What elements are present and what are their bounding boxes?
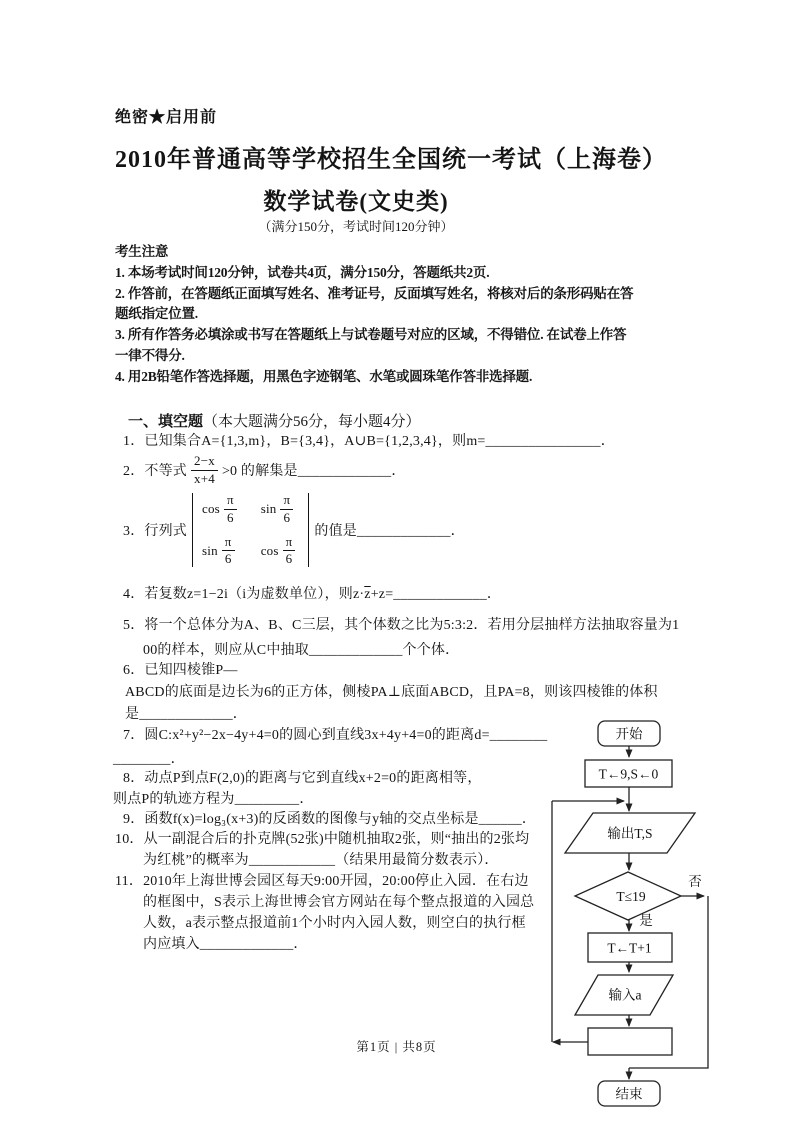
trig-fn: cos [260, 542, 279, 558]
notice-line: 4. 用2B铅笔作答选择题，用黑色字迹钢笔、水笔或圆珠笔作答非选择题. [115, 368, 533, 384]
question-7-line-2: ________． [113, 752, 185, 767]
question-4-suffix: +z=_____________． [370, 587, 502, 602]
fraction-denominator: x+4 [194, 470, 215, 486]
classified-label: 绝密★启用前 [115, 109, 218, 126]
notice-heading: 考生注意 [115, 244, 169, 259]
question-11-line-1: 11．2010年上海世博会园区每天9:00开园，20:00停止入园．在右边 [115, 874, 529, 889]
question-5-line-2: 00的样本，则应从C中抽取_____________个个体． [143, 643, 460, 658]
trig-fn: sin [202, 542, 218, 558]
paper-subtitle: 数学试卷(文史类) [263, 189, 449, 214]
branch-no-label: 否 [688, 874, 702, 889]
score-time-note: （满分150分，考试时间120分钟） [258, 219, 454, 234]
question-11-line-3: 人数，a表示整点报道前1个小时内入园人数，则空白的执行框 [143, 916, 526, 931]
question-3-prefix: 3．行列式 [123, 524, 187, 539]
fraction-denominator: 6 [283, 509, 291, 525]
notice-line: 一律不得分. [115, 347, 185, 363]
notice-line: 2. 作答前，在答题纸正面填写姓名、准考证号，反面填写姓名，将核对后的条形码贴在答 [115, 285, 634, 301]
increment-label: T←T+1 [607, 940, 652, 956]
question-8-line-1: 8．动点P到点F(2,0)的距离与它到直线x+2=0的距离相等， [123, 771, 482, 786]
end-label: 结束 [615, 1086, 643, 1102]
section-note: （本大题满分56分，每小题4分） [203, 414, 421, 430]
output-label: 输出T,S [607, 826, 653, 841]
question-9: 9．函数f(x)=log₃(x+3)的反函数的图像与y轴的交点坐标是______． [123, 812, 537, 827]
determinant [192, 493, 309, 567]
question-10-line-1: 10．从一副混合后的扑克牌(52张)中随机抽取2张，则“抽出的2张均 [115, 832, 530, 847]
notice-line: 题纸指定位置. [115, 306, 198, 322]
fraction-denominator: 6 [224, 551, 232, 567]
question-6-line-1: 6．已知四棱锥P— [123, 663, 238, 678]
question-1: 1．已知集合A={1,3,m}，B={3,4}，A∪B={1,2,3,4}，则m=________________． [123, 434, 615, 449]
branch-yes-label: 是 [639, 913, 653, 928]
determinant-cell [202, 535, 241, 567]
determinant-cell [202, 493, 241, 525]
page-number: 第1页 | 共8页 [356, 1040, 437, 1054]
determinant-cell [261, 535, 300, 567]
question-2 [123, 451, 406, 489]
trig-fn: sin [260, 501, 277, 517]
fraction [222, 535, 235, 567]
fraction-numerator: π [280, 493, 293, 509]
question-10-line-2: 为红桃”的概率为____________（结果用最简分数表示）． [143, 853, 499, 868]
fraction-denominator: 6 [285, 551, 293, 567]
question-8-line-2: 则点P的轨迹方程为_________． [113, 792, 314, 807]
section-heading [128, 410, 421, 431]
question-11-line-4: 内应填入_____________． [143, 937, 308, 952]
start-label: 开始 [615, 726, 643, 742]
question-7-line-1: 7．圆C:x²+y²−2x−4y+4=0的圆心到直线3x+4y+4=0的距离d=________ [123, 728, 548, 743]
question-2-suffix: >0 的解集是_____________． [221, 464, 406, 479]
exam-title: 2010年普通高等学校招生全国统一考试（上海卷） [115, 147, 667, 173]
question-3-suffix: 的值是_____________． [314, 524, 465, 539]
fraction [224, 493, 237, 525]
question-2-prefix: 2．不等式 [123, 464, 187, 479]
fraction [191, 454, 218, 486]
question-4-prefix: 4．若复数z=1−2i（i为虚数单位），则z· [123, 587, 365, 602]
notice-block [115, 242, 633, 388]
fraction-numerator: π [224, 493, 237, 509]
fraction [283, 535, 296, 567]
determinant-cell [261, 493, 300, 525]
input-label: 输入a [608, 987, 642, 1003]
trig-fn: cos [202, 501, 220, 517]
fraction-denominator: 6 [226, 509, 234, 525]
init-label: T←9,S←0 [598, 766, 659, 782]
fraction-numerator: π [222, 535, 235, 551]
question-6-line-3: 是_____________． [125, 707, 247, 722]
fraction-numerator: 2−x [191, 454, 218, 470]
condition-label: T≤19 [616, 889, 646, 904]
question-11-line-2: 的框图中，S表示上海世博会官方网站在每个整点报道的入园总 [143, 895, 535, 910]
flowchart [525, 712, 785, 1118]
question-4 [123, 583, 501, 603]
notice-line: 3. 所有作答务必填涂或书写在答题纸上与试卷题号对应的区域，不得错位. 在试卷上作答 [115, 327, 627, 343]
question-5-line-1: 5．将一个总体分为A、B、C三层，其个体数之比为5:3:2．若用分层抽样方法抽取容量为1 [123, 618, 680, 633]
fraction-numerator: π [283, 535, 296, 551]
conjugate-z: $\overline{z}$ [364, 587, 371, 602]
question-3 [123, 493, 465, 567]
fraction [280, 493, 293, 525]
section-title: 一、填空题 [128, 414, 204, 430]
question-6-line-2: ABCD的底面是边长为6的正方体，侧棱PA⊥底面ABCD，且PA=8，则该四棱锥的体积 [125, 685, 658, 700]
notice-line: 1. 本场考试时间120分钟，试卷共4页，满分150分，答题纸共2页. [115, 264, 490, 280]
